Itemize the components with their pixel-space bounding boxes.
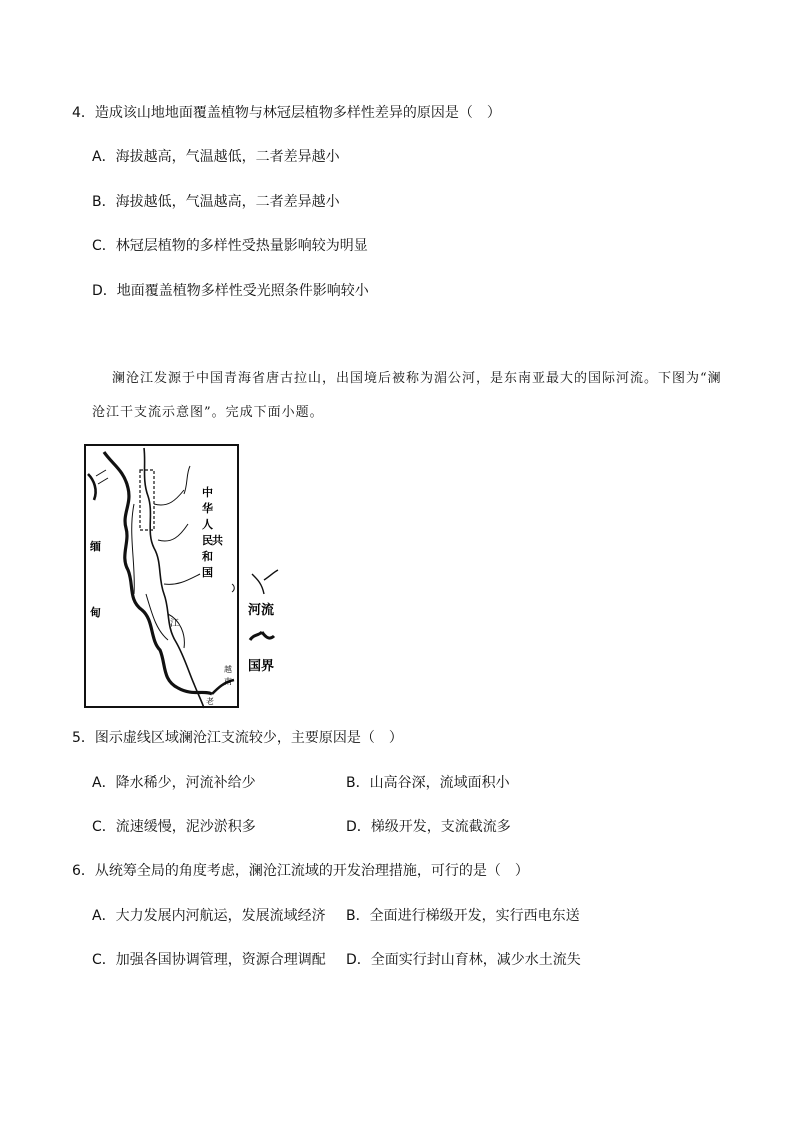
- lancang-river-map: [84, 444, 284, 709]
- legend-river-label: 河流: [248, 603, 275, 618]
- q6-option-a: A．大力发展内河航运，发展流域经济: [92, 908, 326, 924]
- question-4-stem: 4．造成该山地地面覆盖植物与林冠层植物多样性差异的原因是（ ）: [72, 105, 501, 121]
- label-nan: 南: [224, 677, 232, 686]
- q4-option-a: A．海拔越高，气温越低，二者差异越小: [92, 149, 340, 165]
- passage-line-2: 沧江干支流示意图”。完成下面小题。: [92, 405, 324, 420]
- q5-option-c: C．流速缓慢，泥沙淤积多: [92, 819, 256, 835]
- label-dian: 甸: [90, 606, 101, 619]
- label-ren: 人: [202, 518, 213, 531]
- legend-border-icon: [250, 632, 274, 640]
- question-6-stem: 6．从统筹全局的角度考虑，澜沧江流域的开发治理措施，可行的是（ ）: [72, 863, 529, 879]
- label-he: 和: [202, 550, 213, 563]
- q4-option-d: D．地面覆盖植物多样性受光照条件影响较小: [92, 283, 369, 299]
- legend-river-icon: [252, 570, 278, 594]
- q5-option-a: A．降水稀少，河流补给少: [92, 775, 256, 791]
- label-zhong: 中: [202, 486, 213, 499]
- q6-option-d: D．全面实行封山育林，减少水土流失: [346, 952, 581, 968]
- q6-option-c: C．加强各国协调管理，资源合理调配: [92, 952, 326, 968]
- q5-option-b: B．山高谷深，流域面积小: [346, 775, 510, 791]
- passage-line-1: 澜沧江发源于中国青海省唐古拉山，出国境后被称为湄公河，是东南亚最大的国际河流。下图为“澜: [112, 371, 722, 386]
- label-lao: 老: [206, 697, 214, 706]
- label-hua: 华: [202, 502, 213, 515]
- label-jiang: 江: [170, 619, 180, 629]
- q5-option-d: D．梯级开发，支流截流多: [346, 819, 511, 835]
- q6-option-b: B．全面进行梯级开发，实行西电东送: [346, 908, 580, 924]
- q4-option-c: C．林冠层植物的多样性受热量影响较为明显: [92, 238, 368, 254]
- label-mian: 缅: [90, 540, 101, 553]
- question-5-stem: 5．图示虚线区域澜沧江支流较少，主要原因是（ ）: [72, 730, 403, 746]
- q4-option-b: B．海拔越低，气温越高，二者差异越小: [92, 194, 340, 210]
- label-guo: 国: [202, 566, 213, 579]
- label-gong: 共: [212, 534, 223, 547]
- label-min: 民: [202, 534, 213, 547]
- map-frame: [85, 445, 238, 707]
- label-yue: 越: [224, 665, 232, 674]
- legend-border-label: 国界: [248, 659, 275, 674]
